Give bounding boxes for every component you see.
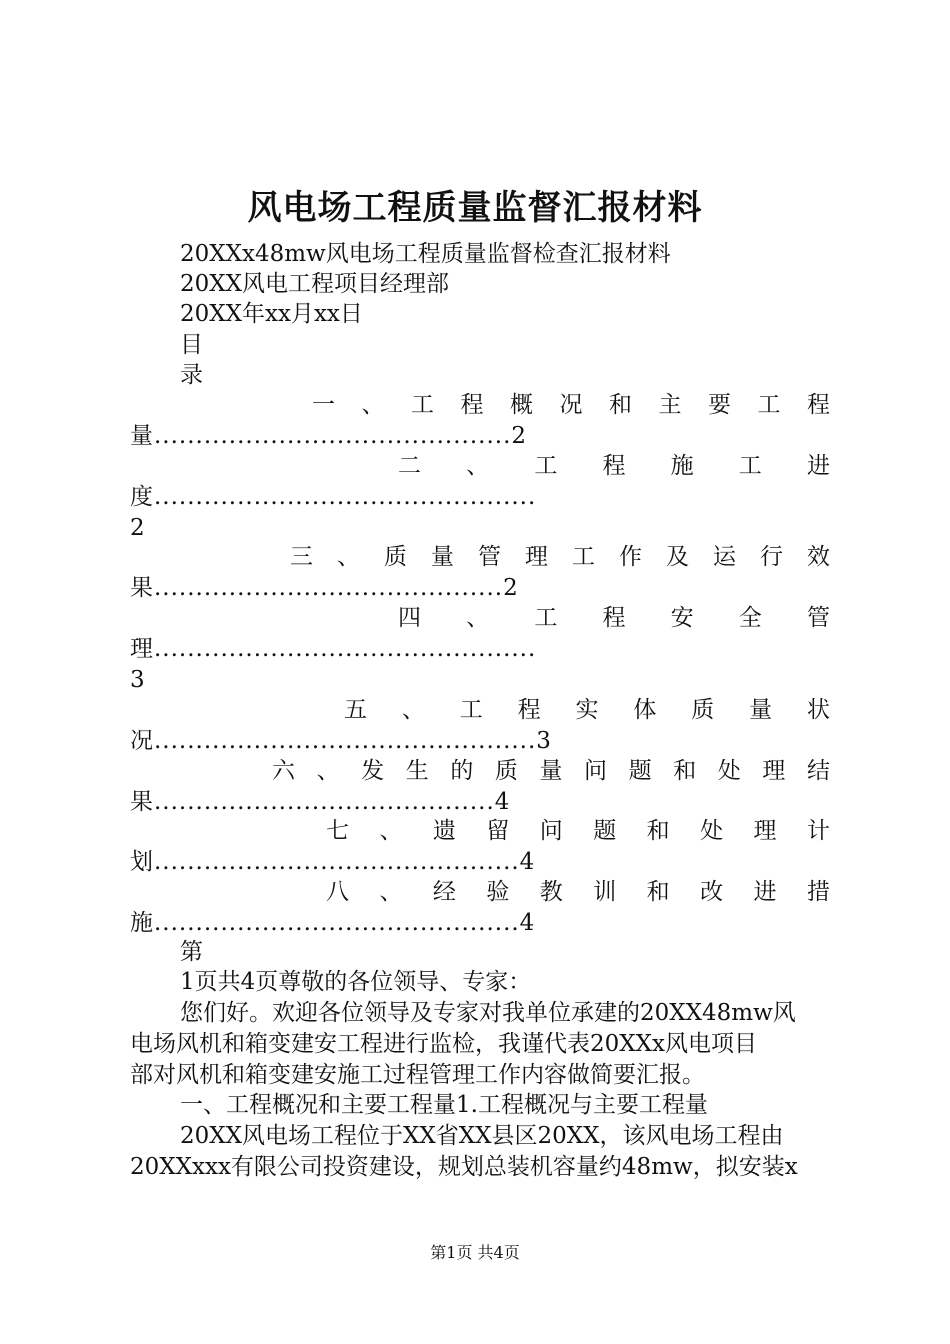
- toc-entry-title[interactable]: [326, 816, 830, 846]
- toc-entry-page-number: 3: [130, 667, 145, 693]
- toc-entry-char: 效: [807, 544, 830, 570]
- toc-entry-char: 问: [539, 818, 563, 844]
- toc-entry-char: 、: [466, 605, 490, 631]
- toc-entry-char: 安: [670, 605, 694, 631]
- toc-entry-char: 和: [646, 879, 670, 905]
- toc-entry-title[interactable]: [326, 877, 830, 907]
- toc-entry-char: 、: [337, 544, 360, 570]
- toc-entry-char: 实: [575, 697, 599, 723]
- toc-entry-char: 及: [666, 544, 689, 570]
- page-marker: 第: [180, 939, 203, 965]
- toc-entry-title[interactable]: [290, 542, 830, 572]
- header-line: 20XX风电工程项目经理部: [180, 271, 450, 297]
- toc-entry-char: 质: [494, 758, 518, 784]
- toc-entry-char: 一: [312, 392, 335, 418]
- toc-entry-char: 验: [486, 879, 510, 905]
- toc-entry-title[interactable]: [344, 695, 830, 725]
- toc-entry-char: 理: [525, 544, 548, 570]
- toc-entry-leader: 度..............................................: [130, 484, 537, 510]
- toc-entry-leader: 果..........................................2: [130, 575, 519, 601]
- toc-entry-char: 、: [361, 392, 385, 418]
- toc-entry-char: 要: [708, 392, 731, 418]
- toc-entry-char: 工: [757, 392, 781, 418]
- toc-entry-char: 管: [806, 605, 830, 631]
- toc-entry-char: 题: [593, 818, 617, 844]
- toc-entry-leader: 理..............................................: [130, 636, 537, 662]
- toc-entry-char: 行: [760, 544, 783, 570]
- toc-entry-char: 量: [749, 697, 773, 723]
- toc-entry-char: 程: [460, 392, 484, 418]
- toc-entry-char: 、: [401, 697, 425, 723]
- toc-entry-char: 七: [326, 818, 349, 844]
- paragraph-line: 20XXxxx有限公司投资建设，规划总装机容量约48mw，拟安装x: [130, 1154, 798, 1180]
- toc-entry-char: 主: [658, 392, 682, 418]
- toc-entry-char: 二: [398, 453, 421, 479]
- toc-entry-char: 体: [633, 697, 657, 723]
- toc-entry-char: 和: [609, 392, 632, 418]
- page-footer: 第1页 共4页: [430, 1243, 520, 1262]
- toc-entry-char: 作: [619, 544, 642, 570]
- toc-entry-leader: 施............................................4: [130, 910, 536, 936]
- toc-entry-char: 结: [806, 758, 830, 784]
- toc-entry-char: 程: [602, 605, 626, 631]
- toc-entry-char: 质: [384, 544, 407, 570]
- toc-entry-char: 教: [539, 879, 563, 905]
- toc-entry-char: 处: [700, 818, 724, 844]
- section-heading: 一、工程概况和主要工程量1.工程概况与主要工程量: [180, 1092, 708, 1118]
- toc-entry-char: 概: [510, 392, 533, 418]
- toc-entry-char: 、: [466, 453, 490, 479]
- toc-entry-char: 和: [646, 818, 670, 844]
- toc-entry-char: 、: [316, 758, 340, 784]
- toc-entry-char: 理: [762, 758, 786, 784]
- toc-entry-char: 四: [398, 605, 421, 631]
- toc-entry-char: 措: [806, 879, 830, 905]
- toc-entry-char: 工: [459, 697, 483, 723]
- toc-entry-char: 改: [700, 879, 724, 905]
- toc-entry-char: 、: [379, 818, 403, 844]
- toc-entry-char: 遗: [432, 818, 456, 844]
- toc-entry-char: 运: [713, 544, 736, 570]
- toc-entry-char: 状: [807, 697, 830, 723]
- toc-entry-char: 质: [691, 697, 715, 723]
- toc-entry-char: 工: [534, 605, 558, 631]
- header-line: 20XX年xx月xx日: [180, 301, 363, 327]
- toc-entry-char: 程: [807, 392, 830, 418]
- toc-entry-char: 量: [539, 758, 563, 784]
- toc-entry-char: 进: [753, 879, 777, 905]
- paragraph-line: 1页共4页尊敬的各位领导、专家：: [180, 969, 532, 995]
- toc-entry-char: 五: [344, 697, 367, 723]
- toc-entry-title[interactable]: [272, 756, 830, 786]
- toc-entry-char: 管: [478, 544, 501, 570]
- toc-entry-char: 施: [670, 453, 694, 479]
- toc-entry-char: 、: [379, 879, 403, 905]
- toc-entry-char: 留: [486, 818, 510, 844]
- toc-entry-char: 程: [517, 697, 541, 723]
- toc-heading-char: 目: [180, 332, 203, 358]
- paragraph-line: 您们好。欢迎各位领导及专家对我单位承建的20XX48mw风: [180, 1000, 796, 1026]
- toc-entry-char: 工: [572, 544, 595, 570]
- toc-entry-leader: 划............................................4: [130, 849, 536, 875]
- paragraph-line: 部对风机和箱变建安施工过程管理工作内容做简要汇报。: [130, 1062, 705, 1088]
- toc-entry-char: 经: [432, 879, 456, 905]
- header-line: 20XXx48mw风电场工程质量监督检查汇报材料: [180, 241, 671, 267]
- toc-entry-page-number: 2: [130, 515, 145, 541]
- toc-entry-char: 的: [450, 758, 474, 784]
- toc-entry-char: 训: [593, 879, 617, 905]
- toc-entry-leader: 量...........................................2: [130, 423, 528, 449]
- toc-entry-char: 工: [411, 392, 434, 418]
- paragraph-line: 20XX风电场工程位于XX省XX县区20XX，该风电场工程由: [180, 1123, 784, 1149]
- toc-entry-char: 理: [753, 818, 777, 844]
- toc-entry-char: 工: [738, 453, 762, 479]
- toc-entry-title[interactable]: [398, 451, 830, 481]
- document-title: 风电场工程质量监督汇报材料: [247, 188, 703, 228]
- paragraph-line: 电场风机和箱变建安工程进行监检，我谨代表20XXx风电项目: [130, 1031, 757, 1057]
- toc-entry-char: 生: [405, 758, 429, 784]
- toc-entry-char: 问: [584, 758, 608, 784]
- toc-entry-char: 和: [673, 758, 697, 784]
- toc-entry-title[interactable]: [312, 390, 830, 420]
- toc-entry-leader: 况..............................................3: [130, 728, 552, 754]
- toc-entry-char: 进: [806, 453, 830, 479]
- toc-entry-char: 全: [738, 605, 762, 631]
- toc-entry-char: 发: [361, 758, 385, 784]
- toc-entry-char: 八: [326, 879, 349, 905]
- toc-entry-char: 三: [290, 544, 313, 570]
- toc-entry-title[interactable]: [398, 603, 830, 633]
- toc-entry-char: 处: [717, 758, 741, 784]
- toc-entry-char: 程: [602, 453, 626, 479]
- toc-entry-char: 量: [431, 544, 454, 570]
- toc-entry-char: 工: [534, 453, 558, 479]
- toc-entry-leader: 果.........................................4: [130, 789, 511, 815]
- toc-entry-char: 况: [559, 392, 583, 418]
- toc-heading-char: 录: [180, 362, 203, 388]
- toc-entry-char: 计: [806, 818, 830, 844]
- toc-entry-char: 题: [628, 758, 652, 784]
- toc-entry-char: 六: [272, 758, 295, 784]
